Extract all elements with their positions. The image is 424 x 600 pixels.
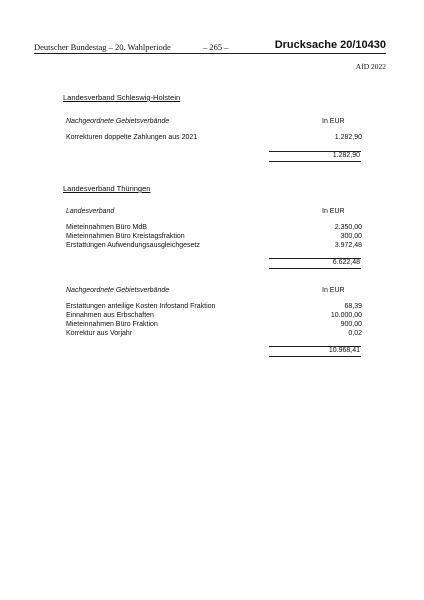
line-item-value: 68,39 — [344, 303, 362, 310]
currency-label: In EUR — [322, 287, 345, 294]
section-title: Landesverband Thüringen — [63, 184, 151, 193]
line-item-label: Mieteinnahmen Büro Fraktion — [66, 321, 158, 328]
line-item-label: Einnahmen aus Erbschaften — [66, 312, 154, 319]
drucksache-number: 10430 — [355, 39, 386, 51]
currency-label: In EUR — [322, 118, 345, 125]
line-item-label: Erstattungen anteilige Kosten Infostand Fraktion — [66, 303, 216, 310]
line-item-label: Erstattungen Aufwendungsausgleichgesetz — [66, 242, 200, 249]
line-item-label: Korrektur aus Vorjahr — [66, 330, 133, 337]
currency-label: In EUR — [322, 208, 345, 215]
section-title: Landesverband Schleswig-Holstein — [63, 93, 181, 102]
header-publication: Deutscher Bundestag – 20. Wahlperiode — [34, 42, 171, 52]
line-item-value: 3.972,48 — [334, 242, 362, 249]
line-item-value: 0,02 — [348, 330, 362, 337]
line-item-value: 1.282,90 — [334, 134, 362, 141]
line-item-value: 2.350,00 — [334, 224, 362, 231]
group-total — [269, 258, 361, 269]
line-item-label: Korrekturen doppelte Zahlungen aus 2021 — [66, 134, 198, 141]
group-total-value: 6.622,48 — [332, 259, 360, 266]
line-item-label: Mieteinnahmen Büro MdB — [66, 224, 147, 231]
group-total-value: 1.282,90 — [332, 152, 360, 159]
group-total — [269, 151, 361, 162]
group-subtitle: Landesverband — [66, 208, 115, 215]
group-subtitle: Nachgeordnete Gebietsverbände — [66, 118, 170, 125]
line-item-value: 10.000,00 — [330, 312, 362, 319]
line-item-value: 900,00 — [340, 321, 362, 328]
line-item-label: Mieteinnahmen Büro Kreistagsfraktion — [66, 233, 185, 240]
party-year: AfD 2022 — [355, 62, 386, 71]
header-divider — [34, 53, 386, 54]
group-total — [269, 346, 361, 357]
group-total-value: 10.968,41 — [328, 347, 360, 354]
page-number: – 265 – — [203, 42, 229, 52]
line-item-value: 300,00 — [340, 233, 362, 240]
drucksache-prefix: Drucksache 20/ — [274, 39, 356, 51]
drucksache-label — [275, 39, 386, 51]
group-subtitle: Nachgeordnete Gebietsverbände — [66, 287, 170, 294]
